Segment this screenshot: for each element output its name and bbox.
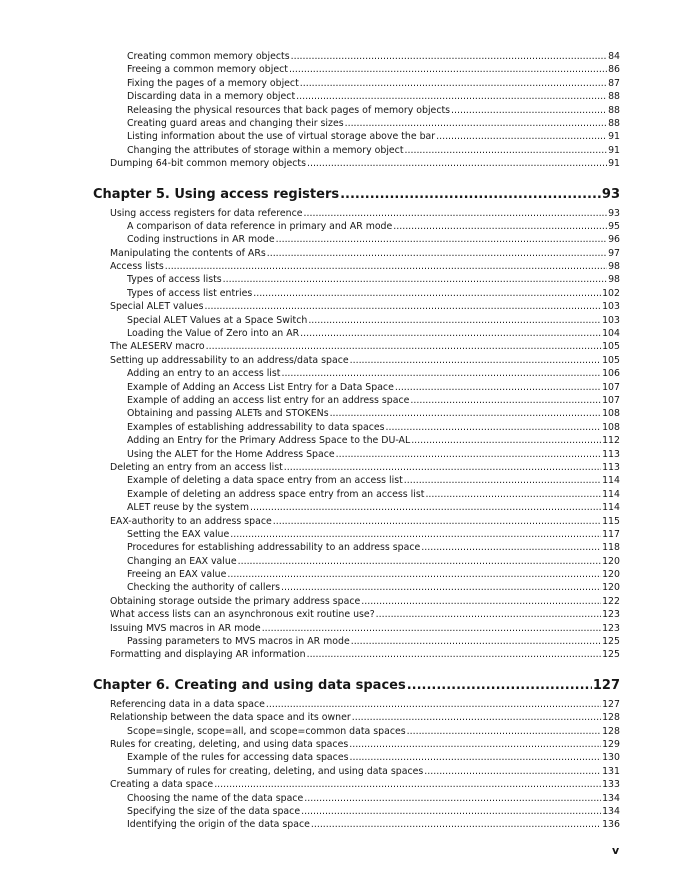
toc-entry-page: 107	[602, 394, 620, 406]
toc-entry-page: 114	[602, 475, 620, 487]
toc-entry-page: 120	[602, 582, 620, 594]
toc-entry[interactable]	[127, 144, 620, 157]
toc-entry-title: Listing information about the use of virtual storage above the bar	[127, 131, 436, 143]
toc-entry-page: 117	[602, 528, 620, 540]
toc-entry-title: Special ALET Values at a Space Switch	[127, 314, 308, 326]
dot-leader	[304, 207, 608, 220]
toc-entry-page: 91	[608, 144, 620, 156]
dot-leader	[386, 421, 602, 434]
toc-entry-page: 102	[602, 287, 620, 299]
toc-entry-page: 88	[608, 104, 620, 116]
toc-entry[interactable]	[127, 501, 620, 514]
dot-leader	[301, 805, 601, 818]
dot-leader	[352, 711, 601, 724]
toc-entry[interactable]	[127, 220, 620, 233]
toc-entry-title: Changing an EAX value	[127, 555, 237, 567]
toc-entry-title: Obtaining and passing ALETs and STOKENs	[127, 408, 329, 420]
toc-entry-page: 136	[602, 819, 620, 831]
toc-entry[interactable]	[110, 608, 620, 621]
dot-leader	[267, 247, 607, 260]
toc-chapter-entry[interactable]	[93, 186, 620, 204]
toc-entry[interactable]	[127, 104, 620, 117]
toc-entry-title: Obtaining storage outside the primary address space	[110, 595, 361, 607]
toc-entry[interactable]	[110, 354, 620, 367]
dot-leader	[165, 260, 607, 273]
dot-leader	[411, 434, 601, 447]
toc-entry-title: Identifying the origin of the data space	[127, 819, 310, 831]
toc-entry[interactable]	[127, 792, 620, 805]
toc-entry-page: 108	[602, 408, 620, 420]
toc-entry-title: Adding an Entry for the Primary Address Space to the DU-AL	[127, 435, 411, 447]
dot-leader	[311, 818, 601, 831]
toc-entry-title: Relationship between the data space and its owner	[110, 712, 351, 724]
toc-entry-page: 125	[602, 649, 620, 661]
toc-entry[interactable]	[127, 77, 620, 90]
toc-entry-title: Specifying the size of the data space	[127, 805, 301, 817]
table-of-contents	[0, 50, 680, 832]
toc-entry-page: 125	[602, 636, 620, 648]
toc-entry[interactable]	[110, 711, 620, 724]
toc-entry[interactable]	[127, 541, 620, 554]
toc-entry-title: Chapter 6. Creating and using data spaces	[93, 677, 406, 693]
dot-leader	[296, 90, 607, 103]
toc-entry-page: 128	[602, 725, 620, 737]
toc-entry-page: 93	[601, 186, 620, 202]
toc-entry-page: 95	[608, 220, 620, 232]
toc-entry-page: 120	[602, 555, 620, 567]
toc-entry-title: Summary of rules for creating, deleting, and using data spaces	[127, 765, 424, 777]
toc-entry-title: ALET reuse by the system	[127, 502, 249, 514]
toc-entry-page: 93	[608, 207, 620, 219]
toc-entry-title: Rules for creating, deleting, and using data spaces	[110, 738, 349, 750]
toc-entry-page: 107	[602, 381, 620, 393]
dot-leader	[340, 186, 601, 204]
dot-leader	[345, 117, 607, 130]
dot-leader	[350, 354, 601, 367]
toc-entry-page: 91	[608, 158, 620, 170]
toc-entry-title: Discarding data in a memory object	[127, 91, 296, 103]
toc-entry-page: 103	[602, 314, 620, 326]
toc-entry[interactable]	[110, 340, 620, 353]
toc-entry-page: 84	[608, 51, 620, 62]
dot-leader	[395, 381, 601, 394]
toc-entry[interactable]	[127, 434, 620, 447]
toc-entry-title: Adding an entry to an access list	[127, 368, 281, 380]
toc-entry-title: Freeing a common memory object	[127, 64, 288, 76]
toc-entry[interactable]	[127, 555, 620, 568]
toc-entry[interactable]	[127, 63, 620, 76]
toc-entry[interactable]	[127, 273, 620, 286]
toc-entry[interactable]	[127, 287, 620, 300]
toc-entry-title: Example of deleting an address space entry from an access list	[127, 488, 425, 500]
toc-entry-title: Issuing MVS macros in AR mode	[110, 622, 261, 634]
dot-leader	[284, 461, 601, 474]
toc-entry-page: 86	[608, 64, 620, 76]
toc-entry-page: 118	[602, 542, 620, 554]
toc-entry-page: 105	[602, 341, 620, 353]
toc-entry[interactable]	[110, 738, 620, 751]
toc-entry-title: Creating a data space	[110, 779, 214, 791]
dot-leader	[262, 622, 601, 635]
dot-leader	[307, 157, 607, 170]
toc-entry-title: Changing the attributes of storage within a memory object	[127, 144, 404, 156]
toc-entry-page: 114	[602, 488, 620, 500]
toc-entry-page: 129	[602, 738, 620, 750]
toc-entry-title: Referencing data in a data space	[110, 698, 265, 710]
dot-leader	[407, 725, 601, 738]
toc-entry-page: 88	[608, 91, 620, 103]
toc-entry-page: 112	[602, 435, 620, 447]
dot-leader	[253, 287, 601, 300]
toc-entry[interactable]	[110, 622, 620, 635]
toc-entry-title: Creating common memory objects	[127, 51, 290, 62]
dot-leader	[238, 555, 601, 568]
toc-entry-title: Choosing the name of the data space	[127, 792, 304, 804]
toc-entry[interactable]	[110, 300, 620, 313]
dot-leader	[266, 698, 601, 711]
toc-entry-page: 108	[602, 421, 620, 433]
toc-entry-page: 87	[608, 77, 620, 89]
dot-leader	[230, 528, 601, 541]
toc-entry[interactable]	[110, 778, 620, 791]
dot-leader	[425, 488, 601, 501]
toc-entry[interactable]	[127, 117, 620, 130]
toc-entry-page: 105	[602, 354, 620, 366]
toc-entry-title: Types of access list entries	[127, 287, 253, 299]
toc-entry-page: 96	[608, 234, 620, 246]
dot-leader	[393, 220, 607, 233]
dot-leader	[451, 104, 607, 117]
toc-entry-page: 123	[602, 622, 620, 634]
toc-entry-title: Dumping 64-bit common memory objects	[110, 158, 306, 170]
toc-entry-title: Access lists	[110, 261, 164, 273]
toc-entry[interactable]	[127, 394, 620, 407]
toc-entry[interactable]	[127, 233, 620, 246]
toc-entry[interactable]	[110, 157, 620, 170]
dot-leader	[250, 501, 601, 514]
toc-entry-page: 104	[602, 328, 620, 340]
toc-entry[interactable]	[127, 407, 620, 420]
toc-entry[interactable]	[127, 805, 620, 818]
toc-entry-page: 131	[602, 765, 620, 777]
toc-entry-page: 113	[602, 448, 620, 460]
dot-leader	[336, 448, 601, 461]
dot-leader	[330, 407, 602, 420]
toc-entry[interactable]	[110, 207, 620, 220]
toc-entry[interactable]	[127, 448, 620, 461]
toc-entry[interactable]	[127, 421, 620, 434]
toc-entry-title: Using access registers for data reference	[110, 207, 303, 219]
dot-leader	[205, 300, 602, 313]
toc-entry[interactable]	[127, 314, 620, 327]
toc-entry-page: 98	[608, 261, 620, 273]
toc-entry-title: Passing parameters to MVS macros in AR mode	[127, 636, 350, 648]
toc-entry-title: Example of adding an access list entry for an address space	[127, 394, 410, 406]
toc-entry[interactable]	[127, 327, 620, 340]
dot-leader	[227, 568, 601, 581]
toc-entry-page: 114	[602, 502, 620, 514]
dot-leader	[289, 63, 607, 76]
toc-entry-page: 128	[602, 712, 620, 724]
toc-entry[interactable]	[127, 765, 620, 778]
toc-entry[interactable]	[127, 50, 620, 63]
toc-entry[interactable]	[127, 90, 620, 103]
toc-entry[interactable]	[110, 247, 620, 260]
dot-leader	[405, 144, 608, 157]
toc-entry-title: Setting up addressability to an address/data space	[110, 354, 349, 366]
dot-leader	[206, 340, 601, 353]
dot-leader	[223, 273, 607, 286]
toc-entry-title: Setting the EAX value	[127, 528, 230, 540]
toc-entry[interactable]	[127, 381, 620, 394]
dot-leader	[281, 581, 601, 594]
dot-leader	[436, 130, 607, 143]
toc-entry-title: Manipulating the contents of ARs	[110, 247, 266, 259]
dot-leader	[407, 677, 592, 695]
dot-leader	[350, 751, 602, 764]
dot-leader	[361, 595, 601, 608]
toc-entry[interactable]	[127, 528, 620, 541]
toc-entry-page: 127	[602, 698, 620, 710]
toc-entry-title: Example of the rules for accessing data spaces	[127, 752, 349, 764]
toc-entry[interactable]	[127, 488, 620, 501]
toc-entry[interactable]	[127, 635, 620, 648]
dot-leader	[308, 314, 601, 327]
toc-entry-page: 115	[602, 515, 620, 527]
toc-entry[interactable]	[127, 581, 620, 594]
dot-leader	[304, 792, 601, 805]
toc-entry-page: 88	[608, 117, 620, 129]
toc-entry-page: 97	[608, 247, 620, 259]
dot-leader	[351, 635, 601, 648]
dot-leader	[276, 233, 607, 246]
dot-leader	[424, 765, 601, 778]
toc-entry-page: 122	[602, 595, 620, 607]
dot-leader	[349, 738, 601, 751]
toc-entry-title: Fixing the pages of a memory object	[127, 77, 299, 89]
dot-leader	[300, 77, 607, 90]
dot-leader	[281, 367, 601, 380]
toc-entry-title: Using the ALET for the Home Address Space	[127, 448, 335, 460]
toc-entry-title: Procedures for establishing addressability to an address space	[127, 542, 421, 554]
dot-leader	[376, 608, 601, 621]
toc-entry-title: Creating guard areas and changing their sizes	[127, 117, 344, 129]
toc-entry[interactable]	[110, 461, 620, 474]
dot-leader	[307, 648, 602, 661]
toc-entry-page: 134	[602, 805, 620, 817]
toc-entry[interactable]	[127, 130, 620, 143]
dot-leader	[410, 394, 601, 407]
toc-entry-page: 103	[602, 301, 620, 313]
toc-entry-title: A comparison of data reference in primary and AR mode	[127, 220, 393, 232]
toc-entry-title: The ALESERV macro	[110, 341, 205, 353]
toc-entry-title: What access lists can an asynchronous exit routine use?	[110, 609, 375, 621]
toc-entry[interactable]	[110, 260, 620, 273]
toc-entry[interactable]	[127, 568, 620, 581]
toc-entry-title: Loading the Value of Zero into an AR	[127, 328, 300, 340]
toc-entry[interactable]	[127, 474, 620, 487]
toc-entry[interactable]	[110, 595, 620, 608]
toc-entry-title: Scope=single, scope=all, and scope=common data spaces	[127, 725, 406, 737]
dot-leader	[273, 515, 601, 528]
toc-entry-page: 123	[602, 609, 620, 621]
dot-leader	[404, 474, 601, 487]
toc-entry[interactable]	[110, 648, 620, 661]
toc-entry[interactable]	[110, 515, 620, 528]
toc-entry-title: Releasing the physical resources that back pages of memory objects	[127, 104, 451, 116]
toc-entry-title: Examples of establishing addressability to data spaces	[127, 421, 385, 433]
toc-entry-page: 133	[602, 779, 620, 791]
toc-entry-title: Deleting an entry from an access list	[110, 461, 283, 473]
toc-entry[interactable]	[127, 725, 620, 738]
toc-entry-page: 98	[608, 274, 620, 286]
toc-entry-title: Freeing an EAX value	[127, 569, 227, 581]
toc-entry-title: Special ALET values	[110, 301, 204, 313]
toc-entry-title: Example of deleting a data space entry from an access list	[127, 475, 403, 487]
toc-entry[interactable]	[127, 818, 620, 831]
toc-entry-page: 106	[602, 368, 620, 380]
toc-entry-title: Example of Adding an Access List Entry for a Data Space	[127, 381, 394, 393]
dot-leader	[291, 50, 607, 63]
toc-entry[interactable]	[127, 751, 620, 764]
dot-leader	[214, 778, 601, 791]
toc-entry-page: 127	[592, 677, 620, 693]
toc-entry-title: Checking the authority of callers	[127, 582, 281, 594]
toc-chapter-entry[interactable]	[93, 677, 620, 695]
toc-entry-title: EAX-authority to an address space	[110, 515, 272, 527]
dot-leader	[300, 327, 601, 340]
toc-entry-page: 134	[602, 792, 620, 804]
toc-entry-title: Chapter 5. Using access registers	[93, 186, 340, 202]
toc-entry-page: 91	[608, 131, 620, 143]
toc-entry-page: 130	[602, 752, 620, 764]
dot-leader	[421, 541, 601, 554]
toc-entry-title: Coding instructions in AR mode	[127, 234, 275, 246]
toc-entry-page: 120	[602, 569, 620, 581]
toc-entry-page: 113	[602, 461, 620, 473]
page-number: v	[612, 844, 620, 857]
toc-entry[interactable]	[110, 698, 620, 711]
toc-entry-title: Types of access lists	[127, 274, 222, 286]
toc-entry-title: Formatting and displaying AR information	[110, 649, 306, 661]
toc-entry[interactable]	[127, 367, 620, 380]
